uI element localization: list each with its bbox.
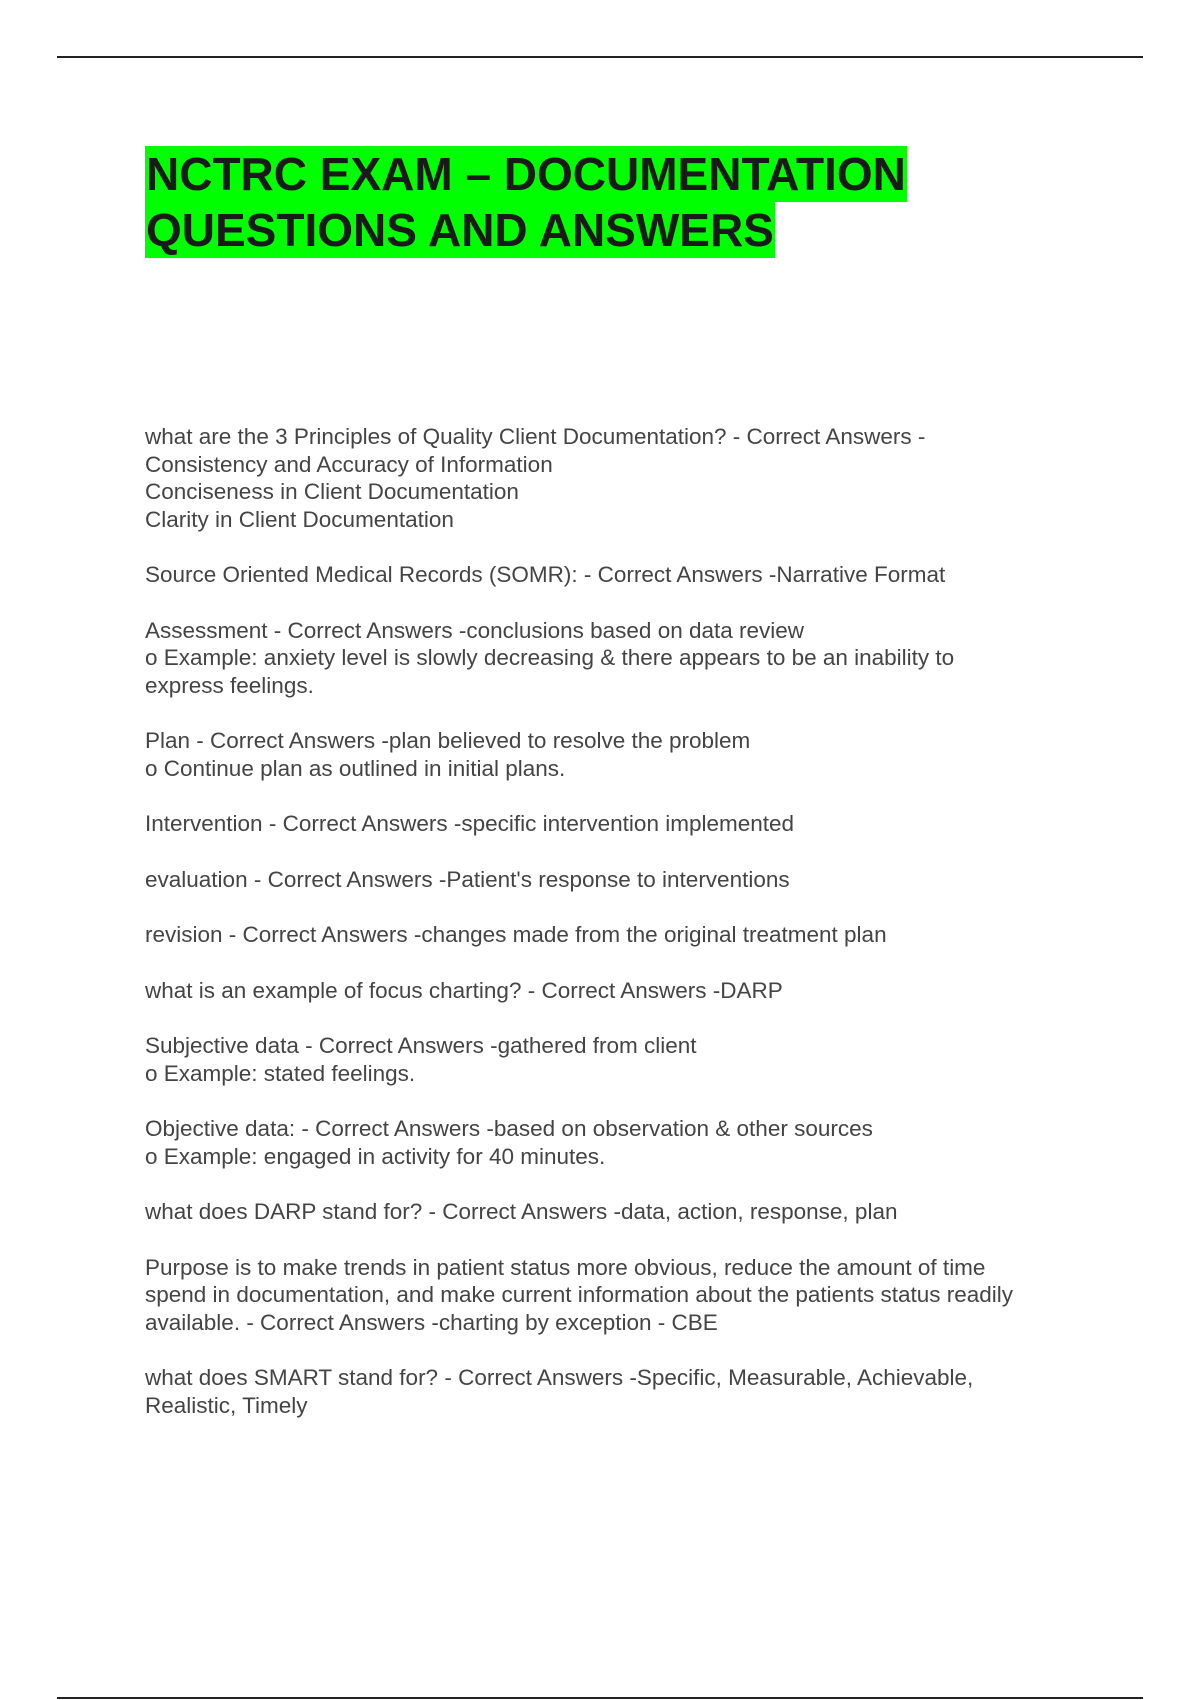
- qa-item-objective-data: [145, 1115, 1105, 1170]
- qa-line: what does DARP stand for? - Correct Answers -data, action, response, plan: [145, 1199, 898, 1224]
- qa-line: Conciseness in Client Documentation: [145, 479, 519, 504]
- qa-line: Objective data: - Correct Answers -based on observation & other sources: [145, 1116, 873, 1141]
- qa-line: Consistency and Accuracy of Information: [145, 451, 553, 477]
- qa-item-plan: [145, 727, 1105, 782]
- qa-line: revision - Correct Answers -changes made from the original treatment plan: [145, 922, 887, 947]
- qa-line: Realistic, Timely: [145, 1392, 308, 1418]
- qa-line: Intervention - Correct Answers -specific intervention implemented: [145, 811, 795, 836]
- qa-line: Plan - Correct Answers -plan believed to resolve the problem: [145, 728, 751, 753]
- qa-item-darp: [145, 1198, 1105, 1226]
- title-line-2: QUESTIONS AND ANSWERS: [146, 204, 774, 256]
- qa-item-somr: [145, 561, 1105, 589]
- qa-line: o Example: engaged in activity for 40 minutes.: [145, 1143, 606, 1169]
- footer-rule: [57, 1697, 1143, 1699]
- qa-item-smart: [145, 1364, 1105, 1419]
- qa-line: Subjective data - Correct Answers -gathered from client: [145, 1033, 697, 1058]
- qa-item-assessment: [145, 617, 1105, 700]
- qa-item-intervention: [145, 810, 1105, 838]
- qa-line: express feelings.: [145, 672, 314, 698]
- header-rule: [57, 56, 1143, 58]
- qa-line: what are the 3 Principles of Quality Client Documentation? - Correct Answers -: [145, 424, 926, 449]
- qa-line: evaluation - Correct Answers -Patient's response to interventions: [145, 866, 790, 892]
- qa-list: [145, 423, 1105, 1447]
- qa-item-revision: [145, 921, 1105, 949]
- qa-line: what does SMART stand for? - Correct Answers -Specific, Measurable, Achievable,: [145, 1365, 974, 1390]
- qa-item-quality-principles: [145, 423, 1105, 533]
- qa-item-focus-charting: [145, 977, 1105, 1005]
- title-line-1: NCTRC EXAM – DOCUMENTATION: [146, 148, 906, 200]
- qa-line: Purpose is to make trends in patient status more obvious, reduce the amount of time: [145, 1254, 986, 1280]
- qa-line: available. - Correct Answers -charting by exception - CBE: [145, 1309, 718, 1335]
- qa-item-evaluation: [145, 866, 1105, 894]
- qa-line: spend in documentation, and make current information about the patients status readily: [145, 1282, 1014, 1307]
- qa-line: o Example: anxiety level is slowly decreasing & there appears to be an inability to: [145, 645, 955, 670]
- qa-line: Assessment - Correct Answers -conclusions based on data review: [145, 617, 805, 643]
- qa-line: o Example: stated feelings.: [145, 1060, 416, 1086]
- document-title: [145, 146, 1045, 258]
- qa-item-subjective-data: [145, 1032, 1105, 1087]
- qa-line: o Continue plan as outlined in initial plans.: [145, 755, 566, 781]
- qa-line: Clarity in Client Documentation: [145, 506, 454, 532]
- qa-line: Source Oriented Medical Records (SOMR): - Correct Answers -Narrative Format: [145, 562, 946, 587]
- qa-line: what is an example of focus charting? - Correct Answers -DARP: [145, 977, 783, 1003]
- qa-item-cbe: [145, 1254, 1105, 1337]
